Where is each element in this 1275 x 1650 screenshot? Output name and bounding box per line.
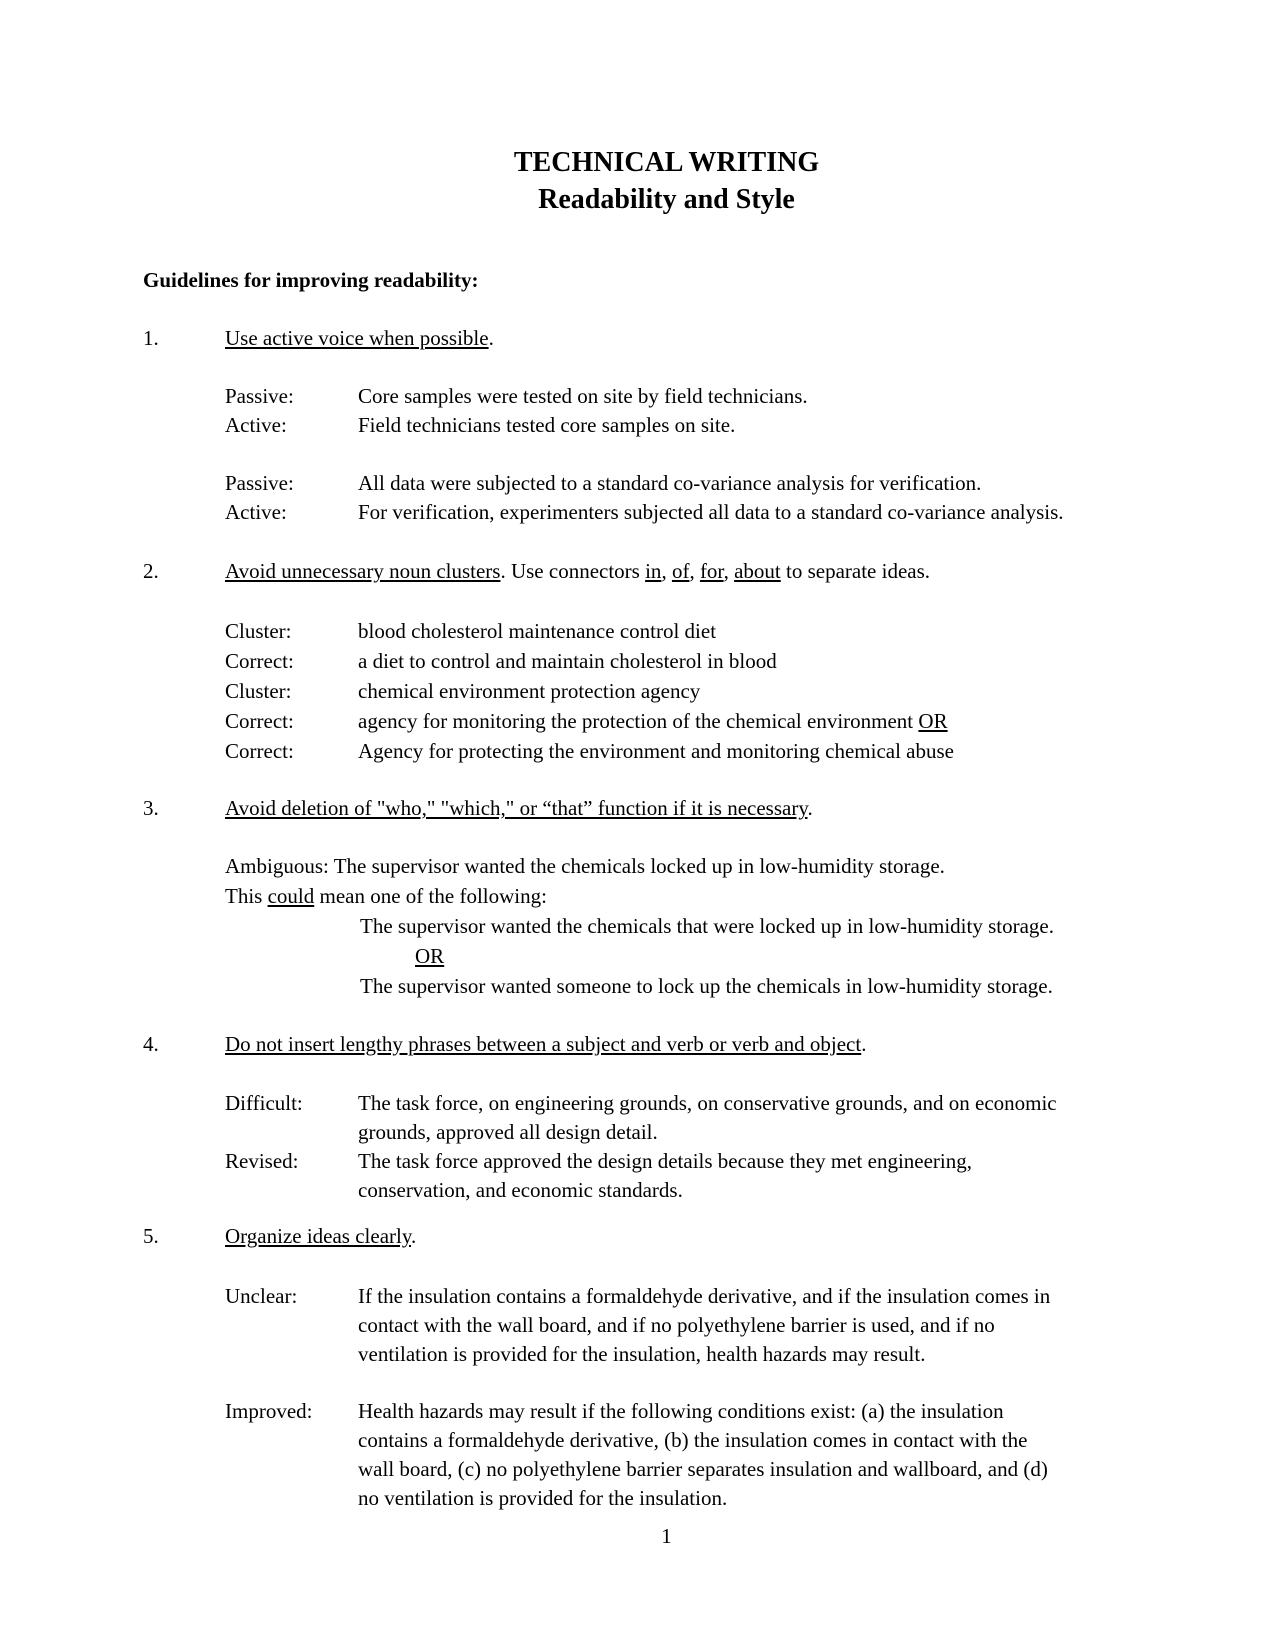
section-4-heading: Do not insert lengthy phrases between a subject and verb or verb and object. — [225, 1032, 867, 1056]
section-1-number: 1. — [143, 326, 159, 350]
section-1-heading: Use active voice when possible. — [225, 326, 494, 350]
example-label: Difficult: — [225, 1091, 303, 1115]
example-label: Correct: — [225, 739, 294, 763]
example-row — [225, 1147, 1190, 1205]
example-text: Health hazards may result if the following conditions exist: (a) the insulation contains a formaldehyde derivative, (b) the insulation comes in contact with the wall board, (c) no polyethylene barrier separates insulation and wallboard, and (d) no ventilation is provided for the insulation. — [358, 1399, 1048, 1510]
section-2-example-group — [225, 616, 1190, 766]
example-row — [225, 382, 1190, 411]
page-content — [143, 0, 1190, 1551]
example-label: Correct: — [225, 649, 294, 673]
example-row — [225, 676, 1190, 706]
section-5-heading: Organize ideas clearly. — [225, 1224, 417, 1248]
example-label: Cluster: — [225, 679, 292, 703]
example-text: agency for monitoring the protection of the chemical environment OR — [358, 709, 948, 733]
example-text: chemical environment protection agency — [358, 679, 701, 703]
example-label: Revised: — [225, 1149, 299, 1173]
example-label: Active: — [225, 413, 287, 437]
example-label: Improved: — [225, 1399, 313, 1423]
could-line: This could mean one of the following: — [225, 884, 547, 908]
section-5-heading-row — [143, 1222, 1190, 1251]
example-row — [225, 411, 1190, 440]
title-line-2: Readability and Style — [538, 184, 795, 215]
section-3-heading-row — [143, 794, 1190, 823]
example-label: Cluster: — [225, 619, 292, 643]
example-label: Passive: — [225, 384, 294, 408]
example-text: a diet to control and maintain cholesterol in blood — [358, 649, 777, 673]
ambiguous-line: Ambiguous: The supervisor wanted the chemicals locked up in low-humidity storage. — [225, 854, 945, 878]
section-3-heading: Avoid deletion of "who," "which," or “that” function if it is necessary. — [225, 796, 813, 820]
section-5-number: 5. — [143, 1224, 159, 1248]
example-text: Agency for protecting the environment and monitoring chemical abuse — [358, 739, 954, 763]
example-text: Core samples were tested on site by field technicians. — [358, 384, 808, 408]
document-title — [143, 144, 1190, 218]
example-label: Unclear: — [225, 1284, 298, 1308]
section-1-example-group-1 — [225, 382, 1190, 440]
section-3-number: 3. — [143, 796, 159, 820]
title-line-1: TECHNICAL WRITING — [513, 147, 820, 178]
section-4-heading-row — [143, 1030, 1190, 1059]
or-line: OR — [415, 944, 445, 968]
section-5-unclear-group — [225, 1282, 1190, 1369]
example-row — [225, 706, 1190, 736]
example-text: The task force, on engineering grounds, on conservative grounds, and on economic grounds, approved all design detail. — [358, 1091, 1057, 1144]
option-1-line: The supervisor wanted the chemicals that were locked up in low-humidity storage. — [360, 914, 1054, 938]
example-row — [225, 1282, 1190, 1369]
example-row — [225, 736, 1190, 766]
example-row — [225, 1397, 1190, 1513]
section-1-heading-row — [143, 324, 1190, 353]
example-text: All data were subjected to a standard co-variance analysis for verification. — [358, 471, 982, 495]
example-text: blood cholesterol maintenance control diet — [358, 619, 717, 643]
example-text: For verification, experimenters subjected all data to a standard co-variance analysis. — [358, 500, 1064, 524]
option-2-line: The supervisor wanted someone to lock up the chemicals in low-humidity storage. — [360, 974, 1053, 998]
page-number: 1 — [661, 1524, 672, 1548]
section-4-example-group — [225, 1089, 1190, 1205]
section-3-body — [143, 851, 1190, 1001]
section-2-number: 2. — [143, 559, 159, 583]
section-4-number: 4. — [143, 1032, 159, 1056]
section-1-example-group-2 — [225, 469, 1190, 527]
example-text: The task force approved the design details because they met engineering, conservation, and economic standards. — [358, 1149, 973, 1202]
section-2-heading: Avoid unnecessary noun clusters. Use connectors in, of, for, about to separate ideas. — [225, 559, 931, 583]
or-connector: OR — [918, 709, 948, 733]
section-2-heading-row — [143, 557, 1190, 586]
example-row — [225, 1089, 1190, 1147]
example-label: Correct: — [225, 709, 294, 733]
example-label: Active: — [225, 500, 287, 524]
example-row — [225, 616, 1190, 646]
example-text: If the insulation contains a formaldehyde derivative, and if the insulation comes in contact with the wall board, and if no polyethylene barrier is used, and if no ventilation is provided for the insulation, health hazards may result. — [358, 1284, 1051, 1366]
example-label: Passive: — [225, 471, 294, 495]
example-row — [225, 498, 1190, 527]
example-row — [225, 646, 1190, 676]
example-row — [225, 469, 1190, 498]
section-5-improved-group — [225, 1397, 1190, 1513]
intro-heading: Guidelines for improving readability: — [143, 268, 479, 292]
example-text: Field technicians tested core samples on site. — [358, 413, 736, 437]
